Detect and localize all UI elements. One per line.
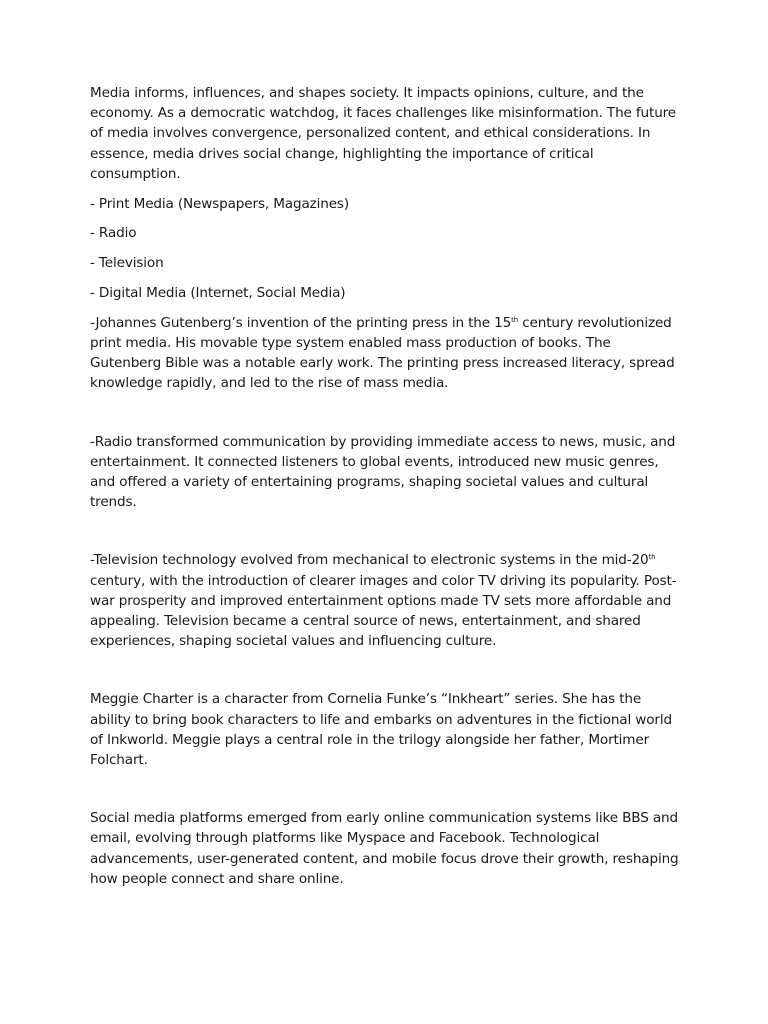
- television-superscript: th: [648, 553, 656, 562]
- television-text-start: -Television technology evolved from mechanical to electronic systems in the mid-20: [90, 552, 649, 569]
- intro-paragraph: Media informs, influences, and shapes society. It impacts opinions, culture, and the economy. As a democratic watchdog, it faces challenges like misinformation. The future of media involves convergence, personalized content, and ethical considerations. In essence, media drives social change, highlighting the importance of critical consumption.: [90, 85, 677, 182]
- list-item-television: - Television: [90, 255, 164, 272]
- television-paragraph: [90, 550, 682, 651]
- list-item-radio: - Radio: [90, 225, 137, 242]
- print-media-superscript: th: [511, 315, 519, 324]
- radio-paragraph: -Radio transformed communication by providing immediate access to news, music, and entertainment. It connected listeners to global events, introduced new music genres, and offered a variety of entertaining programs, shaping societal values and cultural trends.: [90, 433, 676, 511]
- social-media-paragraph: Social media platforms emerged from early online communication systems like BBS and email, evolving through platforms like Myspace and Facebook. Technological advancements, user-generated content, and mobile focus drove their growth, reshaping how people connect and share online.: [90, 810, 679, 887]
- print-media-paragraph: [90, 313, 682, 394]
- list-item-print-media: - Print Media (Newspapers, Magazines): [90, 195, 350, 212]
- television-text-end: century, with the introduction of clearer images and color TV driving its popularity. Post-war prosperity and improved entertainment options made TV sets more affordable and appealing. Television became a central source of news, entertainment, and shared experiences, shaping societal values and influencing culture.: [90, 572, 677, 650]
- print-media-text-end: century revolutionized print media. His movable type system enabled mass production of books. The Gutenberg Bible was a notable early work. The printing press increased literacy, spread knowledge rapidly, and led to the rise of mass media.: [90, 314, 675, 392]
- document-body: [90, 83, 682, 899]
- list-item-digital-media: - Digital Media (Internet, Social Media): [90, 285, 346, 301]
- meggie-paragraph: Meggie Charter is a character from Cornelia Funke’s “Inkheart” series. She has the ability to bring book characters to life and embarks on adventures in the fictional world of Inkworld. Meggie plays a central role in the trilogy alongside her father, Mortimer Folchart.: [90, 691, 672, 769]
- print-media-text-start: -Johannes Gutenberg’s invention of the printing press in the 15: [90, 314, 512, 331]
